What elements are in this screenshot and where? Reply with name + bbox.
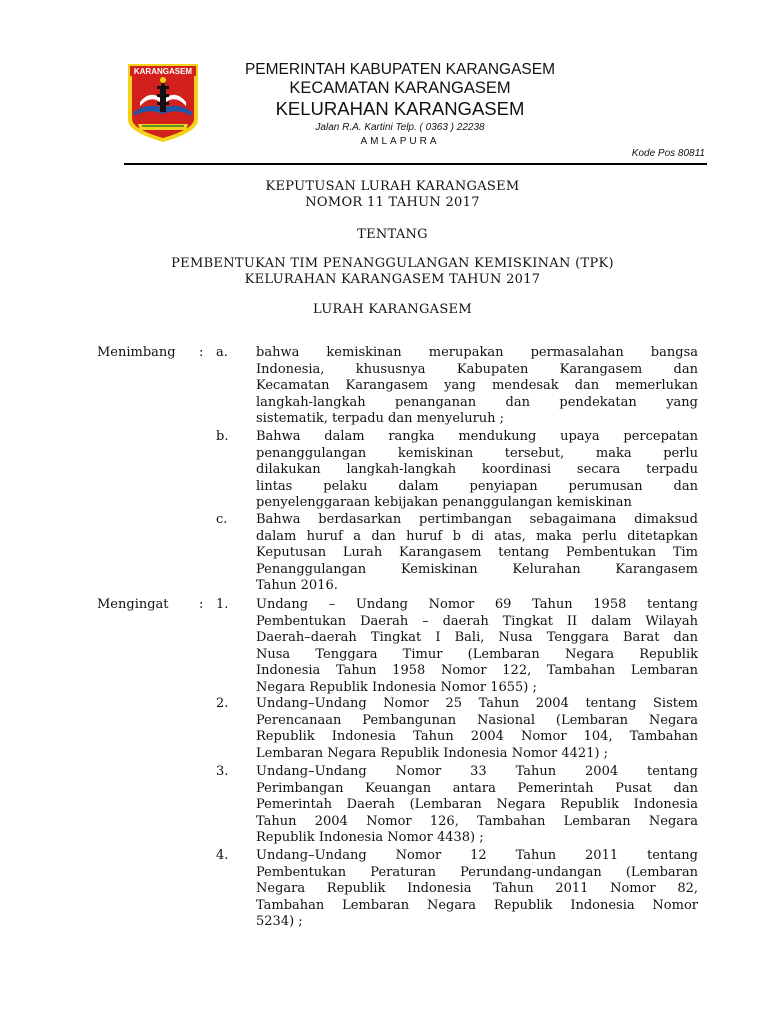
decree-about-label: TENTANG xyxy=(357,227,428,242)
text-line: Kecamatan Karangasem yang mendesak dan memerlukan xyxy=(256,378,698,394)
village-name: KELURAHAN KARANGASEM xyxy=(275,98,525,119)
text-line: Bahwa berdasarkan pertimbangan sebagaimana dimaksud xyxy=(256,512,698,527)
text-line: Tahun 2016. xyxy=(256,578,338,594)
menimbang-item-text xyxy=(256,345,698,428)
text-line: penyelenggaraan kebijakan penanggulangan kemiskinan xyxy=(256,495,632,511)
menimbang-item-text xyxy=(256,512,698,595)
text-line: Keputusan Lurah Karangasem tentang Pembentukan Tim xyxy=(256,545,698,561)
text-line: langkah-langkah penanganan dan pendekatan yang xyxy=(256,394,698,410)
text-line: dalam huruf a dan huruf b di atas, maka perlu ditetapkan xyxy=(256,528,698,544)
text-line: 5234) ; xyxy=(256,914,303,930)
text-line: Undang–Undang Nomor 25 Tahun 2004 tentang Sistem xyxy=(256,696,698,711)
text-line: Republik Indonesia Tahun 2004 Nomor 104, Tambahan xyxy=(256,729,698,745)
mengingat-item-num: 4. xyxy=(216,848,229,863)
karangasem-emblem-icon xyxy=(124,62,202,144)
office-address: Jalan R.A. Kartini Telp. ( 0363 ) 22238 xyxy=(315,122,485,133)
text-line: Pembentukan Peraturan Perundang-undangan (Lembaran xyxy=(256,864,698,880)
text-line: Tahun 2004 Nomor 126, Tambahan Lembaran Negara xyxy=(256,813,698,829)
text-line: Nusa Tenggara Timur (Lembaran Negara Republik xyxy=(256,646,698,662)
text-line: Undang – Undang Nomor 69 Tahun 1958 tentang xyxy=(256,597,698,612)
decree-number: NOMOR 11 TAHUN 2017 xyxy=(305,195,480,210)
text-line: lintas pelaku dalam penyiapan perumusan dan xyxy=(256,478,698,494)
menimbang-item-num: c. xyxy=(216,512,228,527)
text-line: Bahwa dalam rangka mendukung upaya percepatan xyxy=(256,429,698,444)
mengingat-colon: : xyxy=(199,597,204,612)
text-line: Indonesia, khususnya Kabupaten Karangasem dan xyxy=(256,361,698,377)
text-line: Undang–Undang Nomor 33 Tahun 2004 tentang xyxy=(256,764,698,779)
decree-title: KEPUTUSAN LURAH KARANGASEM xyxy=(265,179,520,194)
menimbang-label: Menimbang xyxy=(97,345,176,360)
district-name: KECAMATAN KARANGASEM xyxy=(289,79,511,97)
mengingat-item-num: 3. xyxy=(216,764,229,779)
text-line: Daerah–daerah Tingkat I Bali, Nusa Tenggara Barat dan xyxy=(256,630,698,646)
text-line: Penanggulangan Kemiskinan Kelurahan Karangasem xyxy=(256,561,698,577)
postal-code: Kode Pos 80811 xyxy=(631,148,705,159)
mengingat-item-num: 1. xyxy=(216,597,229,612)
mengingat-item-num: 2. xyxy=(216,696,229,711)
text-line: Pembentukan Daerah – daerah Tingkat II dalam Wilayah xyxy=(256,613,698,629)
decree-subject-line-2: KELURAHAN KARANGASEM TAHUN 2017 xyxy=(244,272,541,287)
text-line: Pemerintah Daerah (Lembaran Negara Republik Indonesia xyxy=(256,797,698,813)
text-line: Republik Indonesia Nomor 4438) ; xyxy=(256,830,484,846)
text-line: penanggulangan kemiskinan tersebut, maka perlu xyxy=(256,445,698,461)
text-line: Negara Republik Indonesia Tahun 2011 Nomor 82, xyxy=(256,881,698,897)
text-line: bahwa kemiskinan merupakan permasalahan bangsa xyxy=(256,345,698,360)
government-name: PEMERINTAH KABUPATEN KARANGASEM xyxy=(244,61,556,78)
menimbang-item-num: b. xyxy=(216,429,229,444)
text-line: Tambahan Lembaran Negara Republik Indonesia Nomor xyxy=(256,897,698,913)
svg-text:KARANGASEM: KARANGASEM xyxy=(133,67,193,76)
decree-issuer: LURAH KARANGASEM xyxy=(313,302,472,317)
decree-subject-line-1: PEMBENTUKAN TIM PENANGGULANGAN KEMISKINAN (TPK) xyxy=(171,256,614,271)
text-line: Indonesia Tahun 1958 Nomor 122, Tambahan Lembaran xyxy=(256,663,698,679)
text-line: Perimbangan Keuangan antara Pemerintah Pusat dan xyxy=(256,780,698,796)
menimbang-item-text xyxy=(256,429,698,512)
mengingat-item-text xyxy=(256,848,698,931)
mengingat-item-text xyxy=(256,696,698,762)
text-line: sistematik, terpadu dan menyeluruh ; xyxy=(256,411,505,427)
menimbang-item-num: a. xyxy=(216,345,228,360)
office-city: AMLAPURA xyxy=(360,136,440,147)
text-line: Lembaran Negara Republik Indonesia Nomor 4421) ; xyxy=(256,745,609,761)
text-line: Undang–Undang Nomor 12 Tahun 2011 tentang xyxy=(256,848,698,863)
text-line: dilakukan langkah-langkah koordinasi secara terpadu xyxy=(256,462,698,478)
mengingat-item-text xyxy=(256,597,698,697)
menimbang-colon: : xyxy=(199,345,204,360)
header-divider xyxy=(124,163,707,165)
text-line: Perencanaan Pembangunan Nasional (Lembaran Negara xyxy=(256,712,698,728)
mengingat-item-text xyxy=(256,764,698,847)
mengingat-label: Mengingat xyxy=(97,597,169,612)
text-line: Negara Republik Indonesia Nomor 1655) ; xyxy=(256,679,537,695)
